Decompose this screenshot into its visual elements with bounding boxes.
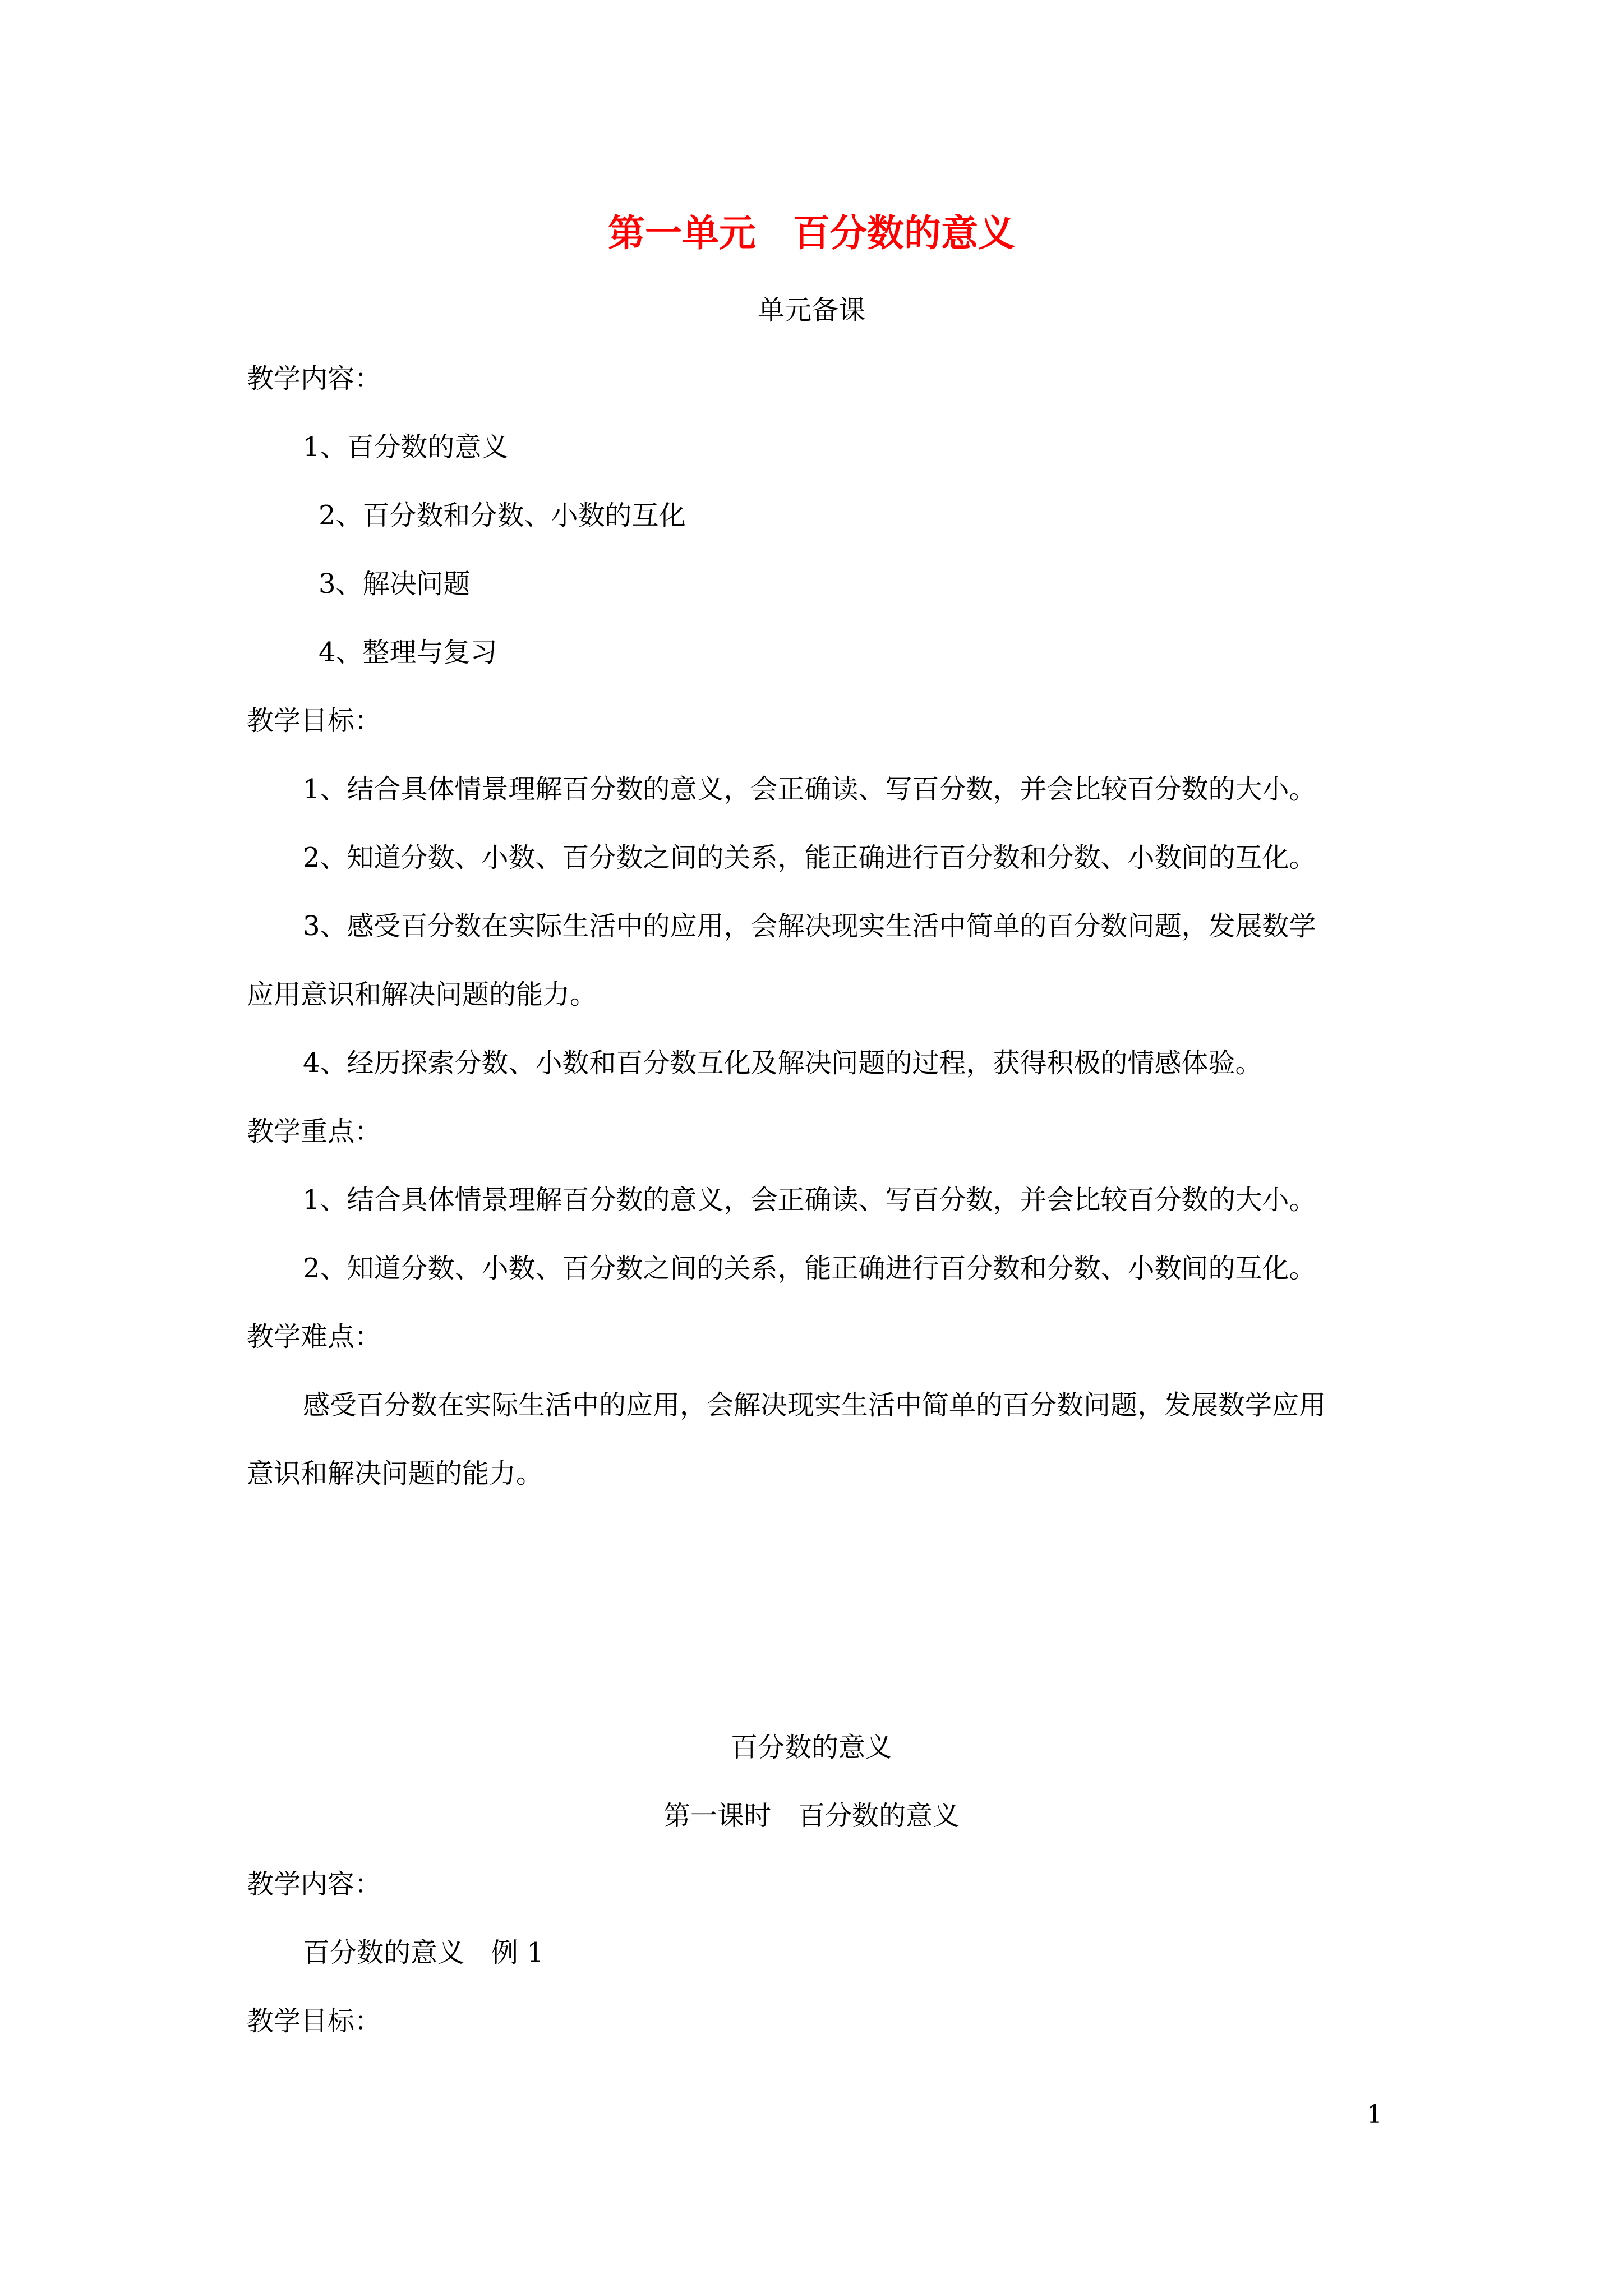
unit-title: 第一单元 百分数的意义 (608, 211, 1015, 255)
difficulty-line: 感受百分数在实际生活中的应用，会解决现实生活中简单的百分数问题，发展数学应用 (303, 1389, 1326, 1421)
lesson-content-text: 百分数的意义 例 1 (303, 1937, 544, 1968)
difficulty-heading: 教学难点： (247, 1321, 382, 1352)
content-item: 4、整理与复习 (319, 637, 497, 668)
content-heading: 教学内容： (247, 363, 382, 394)
goal-line: 2、知道分数、小数、百分数之间的关系，能正确进行百分数和分数、小数间的互化。 (303, 842, 1316, 873)
lesson-goals-heading: 教学目标： (247, 2005, 382, 2037)
content-item: 2、百分数和分数、小数的互化 (319, 500, 686, 531)
key-heading: 教学重点： (247, 1116, 382, 1147)
goal-line: 4、经历探索分数、小数和百分数互化及解决问题的过程，获得积极的情感体验。 (303, 1047, 1262, 1079)
goal-line: 3、感受百分数在实际生活中的应用，会解决现实生活中简单的百分数问题，发展数学 (303, 910, 1316, 942)
lesson-title: 第一课时 百分数的意义 (663, 1800, 960, 1832)
lesson-section-title: 百分数的意义 (730, 1732, 892, 1763)
goals-heading: 教学目标： (247, 705, 382, 737)
unit-subtitle: 单元备课 (757, 295, 865, 326)
page-number: 1 (1367, 2100, 1382, 2129)
goal-line: 应用意识和解决问题的能力。 (247, 979, 597, 1010)
lesson-content-heading: 教学内容： (247, 1869, 382, 1900)
key-point: 2、知道分数、小数、百分数之间的关系，能正确进行百分数和分数、小数间的互化。 (303, 1253, 1316, 1284)
key-point: 1、结合具体情景理解百分数的意义，会正确读、写百分数，并会比较百分数的大小。 (303, 1184, 1316, 1216)
content-item: 1、百分数的意义 (303, 431, 509, 463)
difficulty-line: 意识和解决问题的能力。 (247, 1458, 543, 1489)
goal-line: 1、结合具体情景理解百分数的意义，会正确读、写百分数，并会比较百分数的大小。 (303, 774, 1316, 805)
content-item: 3、解决问题 (319, 568, 471, 600)
